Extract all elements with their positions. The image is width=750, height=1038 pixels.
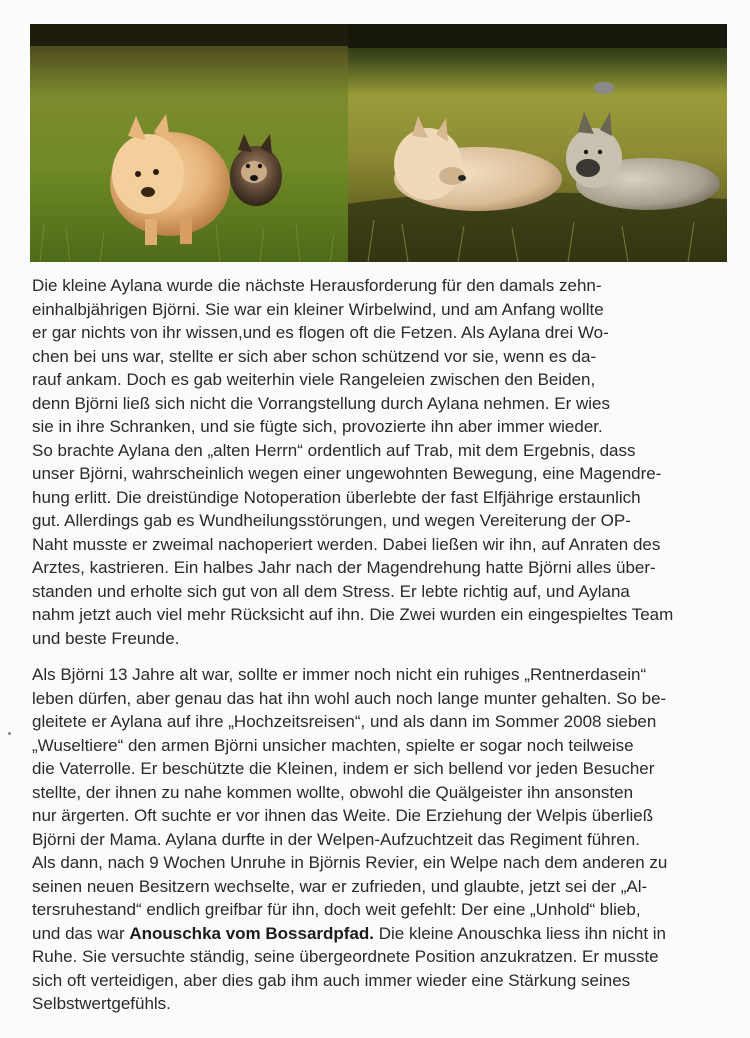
photo-strip: [30, 24, 727, 262]
paragraph-2-text-end: Die kleine Anouschka liess ihn nicht in Ruhe. Sie versuchte ständig, seine übergeordnete Position anzukratzen. Er musste sich oft verteidigen, aber dies gab ihm auch immer wieder eine Stärkung seines Selbstwertgefühls.: [32, 923, 667, 1013]
paragraph-2-text-start: Als Björni 13 Jahre alt war, sollte er immer noch nicht ein ruhiges „Rentnerdasein“ leben dürfen, aber genau das hat ihn wohl auch noch lange munter gehalten. So be- gleitete er Aylana auf ihre „Hochzeitsreisen“, und als dann im Sommer 2008 sieben „Wuseltiere“ den armen Björni unsicher machten, spielte er sogar noch teilweise die Vaterrolle. Er beschützte die Kleinen, indem er sich bellend vor jeden Besucher stellte, der ihnen zu nahe kommen wollte, obwohl die Quälgeister ihn ansonsten nur ärgerten. Oft suchte er vor ihnen das Weite. Die Erziehung der Welpis überließ Björni der Mama. Aylana durfte in der Welpen-Aufzuchtzeit das Regiment führen. Als dann, nach 9 Wochen Unruhe in Björnis Revier, ein Welpe nach dem anderen zu seinen neuen Besitzern wechselte, war er zufrieden, und glaubte, jetzt sei der „Al- tersruhestand“ endlich greifbar für ihn, doch weit gefehlt: Der eine „Unhold“ blieb, und das war: [32, 665, 668, 943]
article-text: [32, 274, 727, 1016]
dogs-lying-in-grass-photo: [348, 24, 727, 262]
dogs-in-meadow-photo: [30, 24, 348, 262]
dog-name-highlight: Anouschka vom Bossardpfad.: [129, 923, 375, 943]
article-paragraph-2: [32, 663, 727, 1016]
article-paragraph-1: Die kleine Aylana wurde die nächste Herausforderung für den damals zehn- einhalbjährigen Björni. Sie war ein kleiner Wirbelwind, und am Anfang wollte er gar nichts von ihr wissen,und es flogen oft die Fetzen. Als Aylana drei Wo- chen bei uns war, stellte er sich aber schon schützend vor sie, wenn es da- rauf ankam. Doch es gab weiterhin viele Rangeleien zwischen den Beiden, denn Björni ließ sich nicht die Vorrangstellung durch Aylana nehmen. Er wies sie in ihre Schranken, und sie fügte sich, provozierte ihn aber immer wieder. So brachte Aylana den „alten Herrn“ ordentlich auf Trab, mit dem Ergebnis, dass unser Björni, wahrscheinlich wegen einer ungewohnten Bewegung, eine Magendre- hung erlitt. Die dreistündige Notoperation überlebte der fast Elfjährige erstaunlich gut. Allerdings gab es Wundheilungsstörungen, und wegen Vereiterung der OP- Naht musste er zweimal nachoperiert werden. Dabei ließen wir ihn, auf Anraten des Arztes, kastrieren. Ein halbes Jahr nach der Magendrehung hatte Björni alles über- standen und erholte sich gut von all dem Stress. Er lebte richtig auf, und Aylana nahm jetzt auch viel mehr Rücksicht auf ihn. Die Zwei wurden ein eingespieltes Team und beste Freunde.: [32, 276, 674, 648]
print-speck: [8, 732, 11, 735]
